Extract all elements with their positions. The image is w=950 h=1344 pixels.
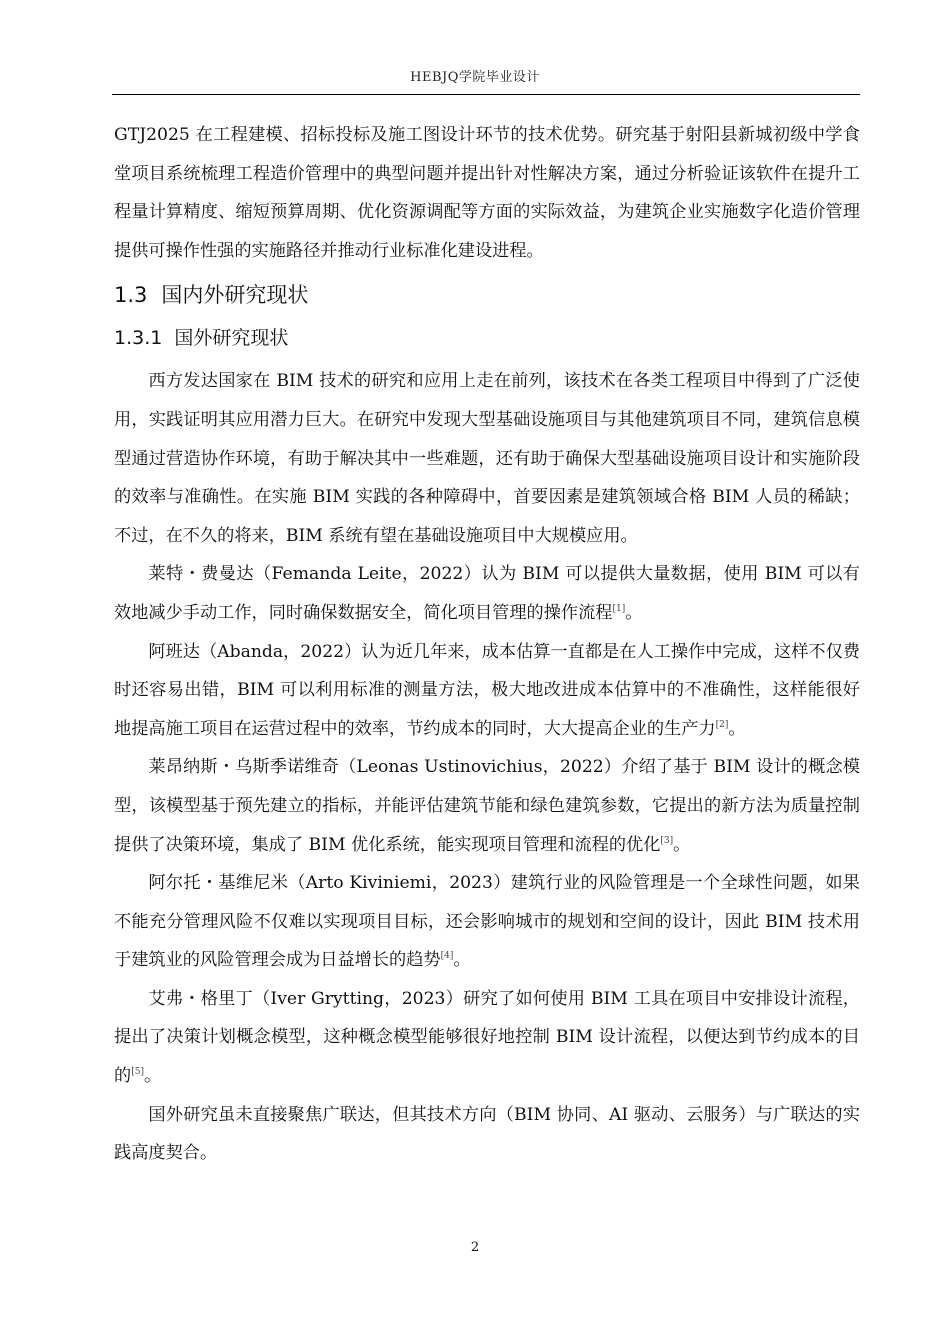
paragraph-end: 。 — [625, 602, 643, 623]
page-number: 2 — [470, 1240, 480, 1255]
paragraph-text: 艾弗・格里丁（Iver Grytting，2023）研究了如何使用 BIM 工具在项目中安排设计流程，提出了决策计划概念模型，这种概念模型能够很好地控制 BIM 设计流程，以便达到节约成本的目的 — [114, 988, 860, 1087]
paragraph-text: 莱昂纳斯・乌斯季诺维奇（Leonas Ustinovichius，2022）介绍了基于 BIM 设计的概念模型，该模型基于预先建立的指标，并能评估建筑节能和绿色建筑参数，它提出的新方法为质量控制提供了决策环境，集成了 BIM 优化系统，能实现项目管理和流程的优化 — [114, 757, 860, 855]
citation-ref-2[interactable]: [2] — [715, 719, 729, 730]
paragraph-end: 。 — [453, 950, 471, 971]
paragraph-ustinovichius — [114, 748, 860, 864]
paragraph-text: 阿班达（Abanda，2022）认为近几年来，成本估算一直都是在人工操作中完成，这样不仅费时还容易出错，BIM 可以利用标准的测量方法，极大地改进成本估算中的不准确性，这样能很好地提高施工项目在运营过程中的效率，节约成本的同时，大大提高企业的生产力 — [114, 641, 860, 739]
header-rule — [112, 94, 860, 95]
citation-ref-5[interactable]: [5] — [131, 1067, 144, 1078]
citation-ref-4[interactable]: [4] — [440, 951, 454, 962]
section-number: 1.3 — [114, 283, 148, 308]
paragraph-end: 。 — [673, 834, 691, 855]
page-body — [114, 116, 860, 1173]
subsection-number: 1.3.1 — [114, 327, 163, 350]
paragraph-text: 莱特・费曼达（Femanda Leite，2022）认为 BIM 可以提供大量数据，使用 BIM 可以有效地减少手动工作，同时确保数据安全，简化项目管理的操作流程 — [114, 564, 860, 623]
subsection-heading-1-3-1 — [114, 324, 860, 352]
paragraph-intro-continued: GTJ2025 在工程建模、招标投标及施工图设计环节的技术优势。研究基于射阳县新城初级中学食堂项目系统梳理工程造价管理中的典型问题并提出针对性解决方案，通过分析验证该软件在提升工程量计算精度、缩短预算周期、优化资源调配等方面的实际效益，为建筑企业实施数字化造价管理提供可操作性强的实施路径并推动行业标准化建设进程。 — [114, 125, 860, 261]
paragraph-leite — [114, 555, 860, 632]
paragraph-abanda — [114, 633, 860, 749]
paragraph-grytting — [114, 980, 860, 1096]
section-title: 国内外研究现状 — [161, 283, 309, 308]
paragraph-overview: 西方发达国家在 BIM 技术的研究和应用上走在前列，该技术在各类工程项目中得到了广泛使用，实践证明其应用潜力巨大。在研究中发现大型基础设施项目与其他建筑项目不同，建筑信息模型通过营造协作环境，有助于解决其中一些难题，还有助于确保大型基础设施项目设计和实施阶段的效率与准确性。在实施 BIM 实践的各种障碍中，首要因素是建筑领域合格 BIM 人员的稀缺；不过，在不久的将来，BIM 系统有望在基础设施项目中大规模应用。 — [114, 371, 860, 546]
paragraph-kiviniemi — [114, 864, 860, 980]
citation-ref-1[interactable]: [1] — [612, 603, 626, 614]
subsection-title: 国外研究现状 — [174, 327, 289, 350]
paragraph-end: 。 — [728, 718, 746, 739]
page-header: HEBJQ学院毕业设计 — [410, 70, 540, 85]
citation-ref-3[interactable]: [3] — [660, 835, 674, 846]
section-heading-1-3 — [114, 280, 860, 310]
paragraph-text: 阿尔托・基维尼米（Arto Kiviniemi，2023）建筑行业的风险管理是一个全球性问题，如果不能充分管理风险不仅难以实现项目目标，还会影响城市的规划和空间的设计，因此 BIM 技术用于建筑业的风险管理会成为日益增长的趋势 — [114, 873, 860, 971]
paragraph-summary: 国外研究虽未直接聚焦广联达，但其技术方向（BIM 协同、AI 驱动、云服务）与广联达的实践高度契合。 — [114, 1104, 860, 1164]
paragraph-end: 。 — [143, 1066, 162, 1087]
